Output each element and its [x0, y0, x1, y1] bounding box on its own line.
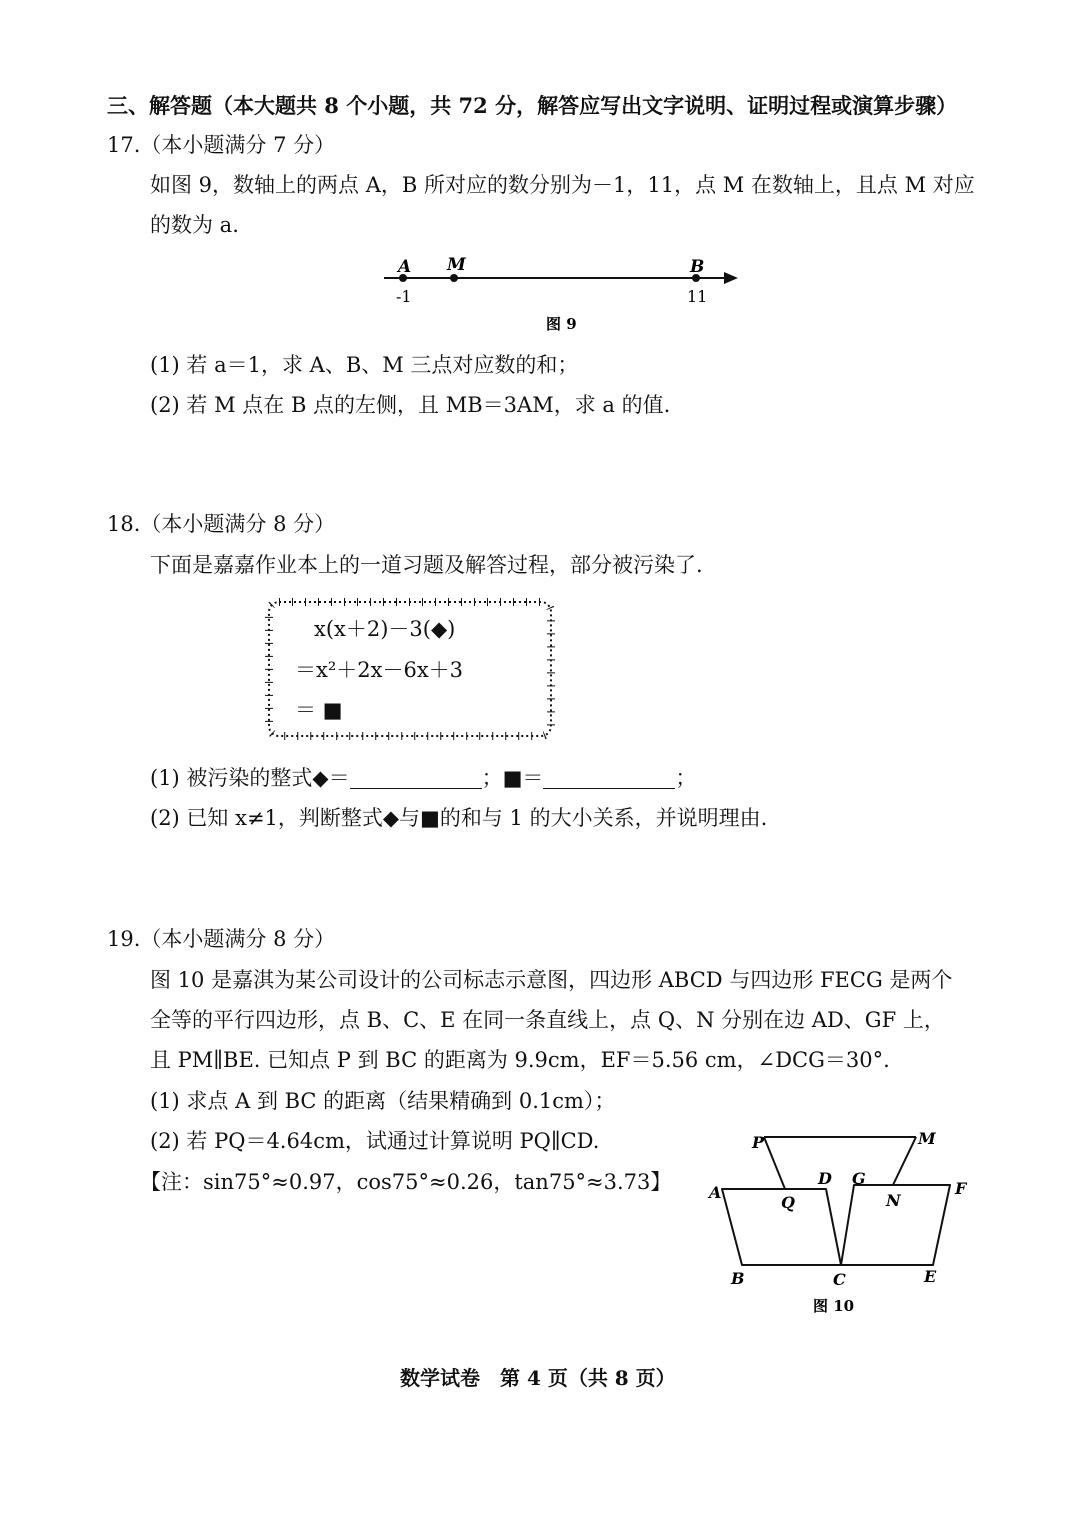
label-a-fig10: A	[709, 1183, 722, 1202]
value-b: 11	[687, 287, 708, 306]
q17-part2: (2) 若 M 点在 B 点的左侧，且 MB＝3AM，求 a 的值.	[150, 393, 671, 417]
segment-pq	[764, 1137, 785, 1189]
q18-part1-end: ；	[675, 766, 697, 790]
q19-header: 19.（本小题满分 8 分）	[107, 927, 336, 951]
box-line-2: ＝x²＋2x－6x＋3	[295, 658, 464, 682]
number-line-arrow	[724, 272, 738, 284]
figure-10-caption: 图 10	[813, 1297, 855, 1315]
section-title: 三、解答题（本大题共 8 个小题，共 72 分，解答应写出文字说明、证明过程或演算步骤）	[107, 93, 958, 118]
blank-square[interactable]	[543, 766, 675, 789]
q18-part2: (2) 已知 x≠1，判断整式◆与■的和与 1 的大小关系，并说明理由.	[150, 806, 768, 830]
figure-10-logo	[700, 1120, 980, 1320]
label-m: M	[447, 255, 466, 275]
label-f: F	[955, 1179, 967, 1198]
q19-part1: (1) 求点 A 到 BC 的距离（结果精确到 0.1cm）；	[150, 1089, 616, 1113]
label-c: C	[833, 1270, 846, 1289]
q19-stem-line1: 图 10 是嘉淇为某公司设计的公司标志示意图，四边形 ABCD 与四边形 FECG 是两个	[150, 968, 953, 992]
q18-part1	[150, 764, 696, 792]
label-n: N	[886, 1191, 901, 1210]
box-line-3: ＝ ■	[295, 698, 343, 722]
label-q: Q	[781, 1193, 795, 1212]
label-p: P	[752, 1133, 765, 1152]
q18-stem: 下面是嘉嘉作业本上的一道习题及解答过程，部分被污染了.	[150, 553, 703, 577]
figure-9-number-line	[370, 248, 750, 338]
value-a: -1	[396, 287, 412, 306]
label-b-fig10: B	[731, 1269, 745, 1288]
q18-header: 18.（本小题满分 8 分）	[107, 512, 336, 536]
label-g: G	[852, 1169, 866, 1188]
label-e: E	[924, 1267, 937, 1286]
label-m-fig10: M	[918, 1129, 936, 1148]
q18-part1-mid: ；■＝	[481, 766, 544, 790]
q19-stem-line2: 全等的平行四边形，点 B、C、E 在同一条直线上，点 Q、N 分别在边 AD、GF 上，	[150, 1008, 945, 1032]
blank-diamond[interactable]	[350, 766, 482, 789]
label-b: B	[690, 257, 705, 277]
q19-part2: (2) 若 PQ＝4.64cm，试通过计算说明 PQ∥CD.	[150, 1129, 600, 1153]
q17-stem-line2: 的数为 a.	[150, 213, 239, 237]
figure-9-caption: 图 9	[546, 315, 577, 333]
q19-note: 【注：sin75°≈0.97，cos75°≈0.26，tan75°≈3.73】	[140, 1170, 672, 1194]
box-line-1: x(x＋2)－3(◆)	[314, 617, 456, 641]
label-d: D	[818, 1169, 832, 1188]
q17-stem-line1: 如图 9，数轴上的两点 A，B 所对应的数分别为－1，11，点 M 在数轴上，且点 M 对应	[150, 173, 975, 197]
q17-part1: (1) 若 a＝1，求 A、B、M 三点对应数的和；	[150, 353, 579, 377]
label-a: A	[398, 257, 412, 277]
q18-part1-prefix: (1) 被污染的整式◆＝	[150, 766, 350, 790]
segment-mn	[893, 1137, 916, 1185]
page-footer: 数学试卷 第 4 页（共 8 页）	[400, 1366, 676, 1390]
point-m-dot	[450, 274, 458, 282]
q17-header: 17.（本小题满分 7 分）	[107, 133, 336, 157]
q19-stem-line3: 且 PM∥BE. 已知点 P 到 BC 的距离为 9.9cm，EF＝5.56 cm，∠DCG＝30°.	[150, 1048, 890, 1072]
